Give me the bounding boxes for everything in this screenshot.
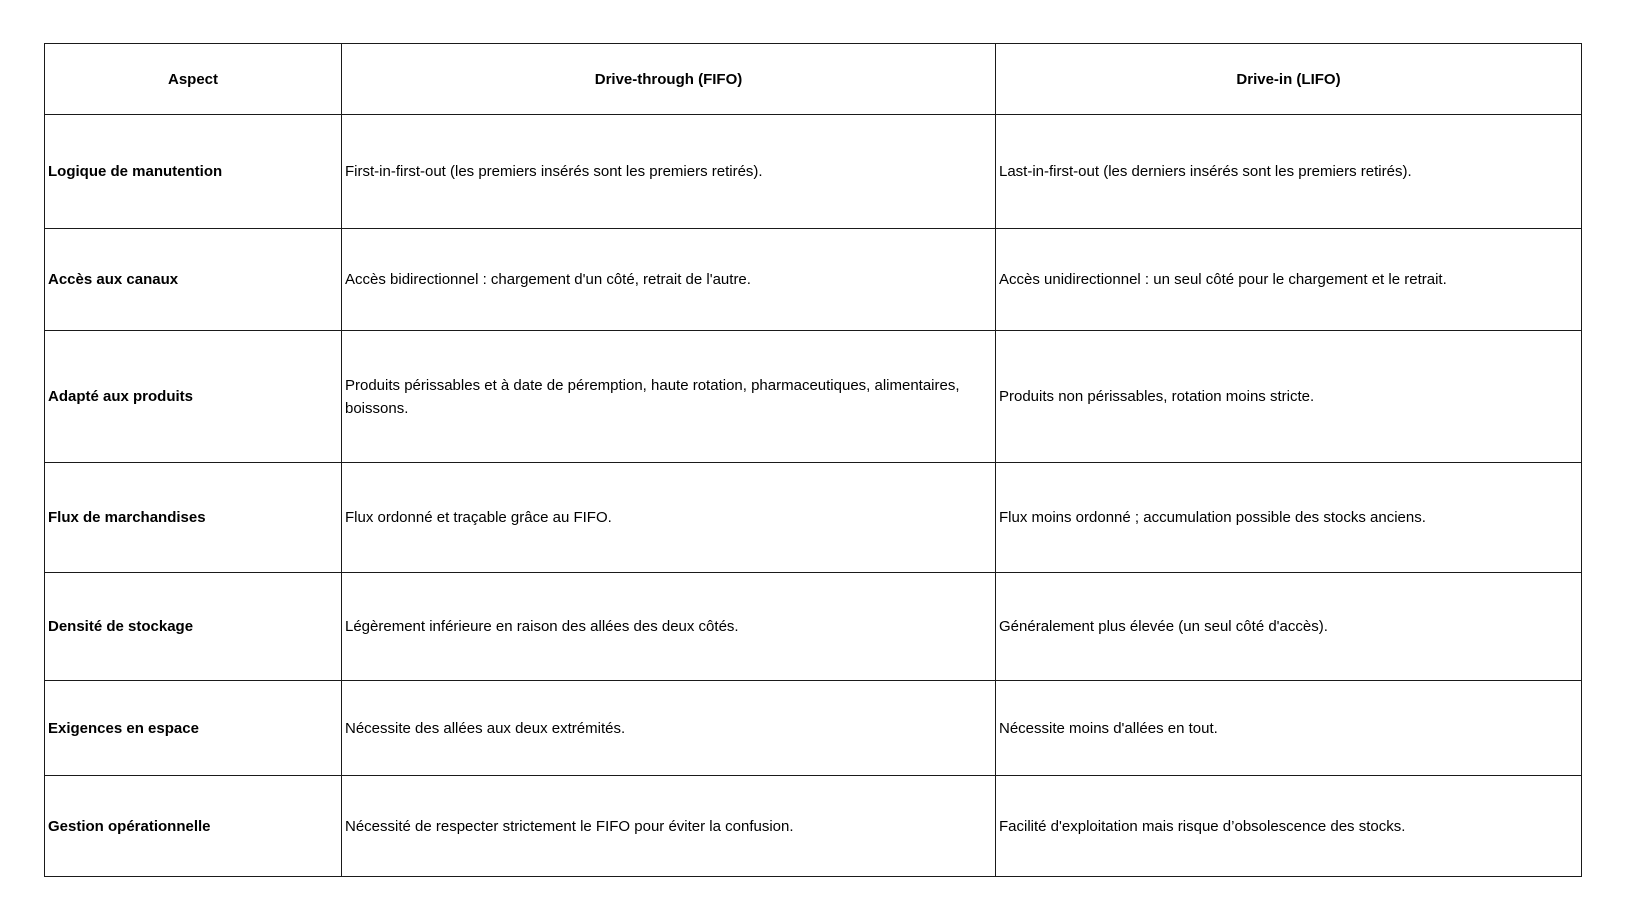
table-row xyxy=(45,573,1582,681)
comparison-table-container xyxy=(44,43,1581,877)
row-fifo-cell: First-in-first-out (les premiers insérés sont les premiers retirés). xyxy=(342,115,996,229)
row-lifo-cell: Last-in-first-out (les derniers insérés sont les premiers retirés). xyxy=(996,115,1582,229)
header-drive-in: Drive-in (LIFO) xyxy=(996,44,1582,115)
table-header-row xyxy=(45,44,1582,115)
row-aspect-label: Densité de stockage xyxy=(45,573,342,681)
row-fifo-cell: Produits périssables et à date de péremption, haute rotation, pharmaceutiques, alimentaires, boissons. xyxy=(342,331,996,463)
row-aspect-label: Exigences en espace xyxy=(45,681,342,776)
row-aspect-label: Adapté aux produits xyxy=(45,331,342,463)
row-aspect-label: Accès aux canaux xyxy=(45,229,342,331)
table-row xyxy=(45,463,1582,573)
table-row xyxy=(45,331,1582,463)
row-aspect-label: Logique de manutention xyxy=(45,115,342,229)
row-fifo-cell: Légèrement inférieure en raison des allées des deux côtés. xyxy=(342,573,996,681)
row-lifo-cell: Facilité d'exploitation mais risque d’obsolescence des stocks. xyxy=(996,776,1582,877)
header-aspect: Aspect xyxy=(45,44,342,115)
header-drive-through: Drive-through (FIFO) xyxy=(342,44,996,115)
table-row xyxy=(45,681,1582,776)
row-fifo-cell: Flux ordonné et traçable grâce au FIFO. xyxy=(342,463,996,573)
row-fifo-cell: Nécessité de respecter strictement le FIFO pour éviter la confusion. xyxy=(342,776,996,877)
row-lifo-cell: Produits non périssables, rotation moins stricte. xyxy=(996,331,1582,463)
row-fifo-cell: Accès bidirectionnel : chargement d'un côté, retrait de l'autre. xyxy=(342,229,996,331)
row-aspect-label: Gestion opérationnelle xyxy=(45,776,342,877)
table-row xyxy=(45,229,1582,331)
row-lifo-cell: Accès unidirectionnel : un seul côté pour le chargement et le retrait. xyxy=(996,229,1582,331)
row-lifo-cell: Flux moins ordonné ; accumulation possible des stocks anciens. xyxy=(996,463,1582,573)
table-row xyxy=(45,115,1582,229)
row-lifo-cell: Généralement plus élevée (un seul côté d'accès). xyxy=(996,573,1582,681)
row-lifo-cell: Nécessite moins d'allées en tout. xyxy=(996,681,1582,776)
table-row xyxy=(45,776,1582,877)
row-aspect-label: Flux de marchandises xyxy=(45,463,342,573)
row-fifo-cell: Nécessite des allées aux deux extrémités. xyxy=(342,681,996,776)
comparison-table xyxy=(44,43,1582,877)
